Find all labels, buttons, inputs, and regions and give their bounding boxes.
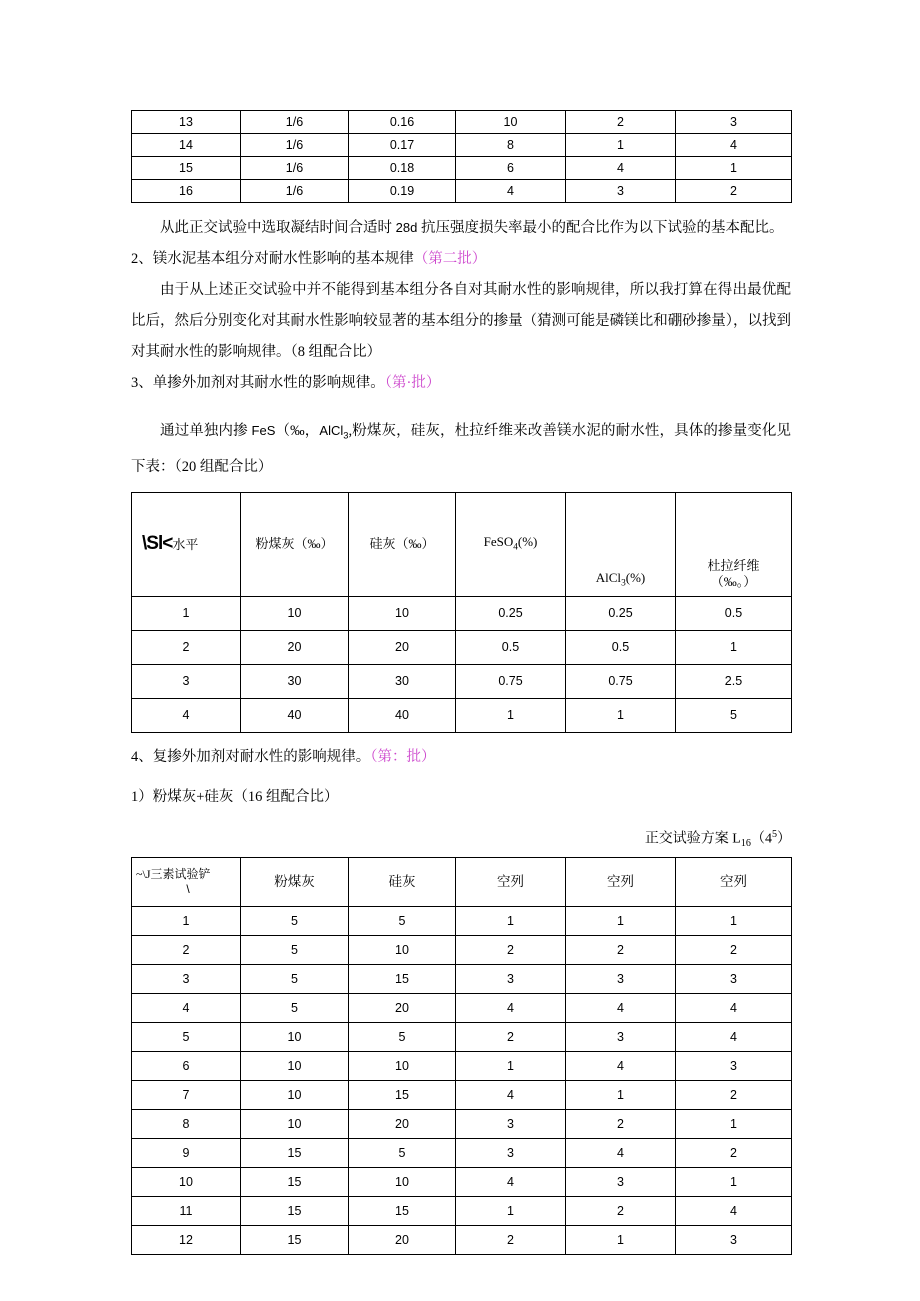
table-row <box>132 1168 792 1197</box>
header-corner-level <box>132 492 241 596</box>
cell: 15 <box>241 1168 349 1197</box>
table-single-admixture-dosage <box>131 492 792 733</box>
cell: 0.5 <box>676 596 792 630</box>
cell: 2 <box>566 111 676 134</box>
table-row <box>132 1052 792 1081</box>
caption-subscript: 16 <box>740 838 751 850</box>
header-silica-fume: 硅灰 <box>349 858 456 907</box>
cell: 3 <box>676 1052 792 1081</box>
p1-28d: 28d <box>395 220 418 235</box>
p3-alcl3-formula <box>319 423 349 441</box>
spacer <box>131 483 791 492</box>
feso4-base: FeSO <box>483 534 514 550</box>
cell: 0.75 <box>566 664 676 698</box>
table-row <box>132 157 792 180</box>
cell: 1 <box>566 1081 676 1110</box>
cell: 5 <box>132 1023 241 1052</box>
section-3-badge: （第·批） <box>384 375 441 391</box>
section-2-badge: （第二批） <box>413 251 487 267</box>
corner-level-label: 水平 <box>172 536 199 552</box>
cell: 0.5 <box>566 630 676 664</box>
cell: 5 <box>349 1023 456 1052</box>
cell: 4 <box>566 1052 676 1081</box>
cell: 2 <box>566 1110 676 1139</box>
cell: 1 <box>456 1052 566 1081</box>
cell: 4 <box>676 1023 792 1052</box>
cell: 1 <box>676 1110 792 1139</box>
page-content <box>131 110 791 1255</box>
table-orthogonal-design-L16 <box>131 857 792 1255</box>
alcl3-subscript: 3 <box>621 578 626 589</box>
cell: 2 <box>676 1139 792 1168</box>
cell: 3 <box>132 664 241 698</box>
cell: 15 <box>241 1226 349 1255</box>
cell: 7 <box>132 1081 241 1110</box>
spacer <box>131 733 791 742</box>
caption-end: ） <box>777 831 791 847</box>
cell: 13 <box>132 111 241 134</box>
table-row <box>132 596 792 630</box>
corner-line-2: \ <box>186 882 190 897</box>
section-2-title: 镁水泥基本组分对耐水性影响的基本规律 <box>152 251 414 267</box>
cell: 1 <box>566 698 676 732</box>
table-row <box>132 1197 792 1226</box>
p3-alcl3-base: AlCl <box>319 423 344 438</box>
cell: 1 <box>132 907 241 936</box>
cell: 5 <box>241 936 349 965</box>
cell: 8 <box>456 134 566 157</box>
header-dura-fiber <box>676 492 792 596</box>
cell: 3 <box>456 1139 566 1168</box>
p3-text-b: （‰， <box>275 423 320 439</box>
cell: 2 <box>132 630 241 664</box>
header-silica-fume: 硅灰（‰） <box>349 492 456 596</box>
cell: 5 <box>241 965 349 994</box>
table-row <box>132 664 792 698</box>
cell: 4 <box>456 994 566 1023</box>
cell: 3 <box>566 965 676 994</box>
cell: 3 <box>676 1226 792 1255</box>
cell: 4 <box>566 994 676 1023</box>
table-row <box>132 134 792 157</box>
caption-tail: （4 <box>750 831 772 847</box>
cell: 4 <box>456 1081 566 1110</box>
cell: 15 <box>349 1081 456 1110</box>
cell: 3 <box>132 965 241 994</box>
cell: 40 <box>349 698 456 732</box>
paragraph-section-3-body <box>131 415 791 483</box>
table-row <box>132 994 792 1023</box>
cell: 11 <box>132 1197 241 1226</box>
cell: 1 <box>456 1197 566 1226</box>
header-fly-ash: 粉煤灰 <box>241 858 349 907</box>
table-header-row <box>132 492 792 596</box>
cell: 4 <box>132 994 241 1023</box>
caption-sub <box>740 831 751 850</box>
cell: 1 <box>676 907 792 936</box>
heading-section-2 <box>131 244 791 275</box>
table-orthogonal-rows-13-16 <box>131 110 792 203</box>
cell: 10 <box>241 596 349 630</box>
table-row <box>132 1139 792 1168</box>
cell: 2 <box>566 1197 676 1226</box>
table-3-caption <box>131 822 791 857</box>
cell: 20 <box>349 1110 456 1139</box>
table-row <box>132 1023 792 1052</box>
header-empty-column-2: 空列 <box>566 858 676 907</box>
cell: 40 <box>241 698 349 732</box>
cell: 4 <box>566 1139 676 1168</box>
cell: 1 <box>456 907 566 936</box>
section-2-number: 2、 <box>131 251 153 267</box>
cell: 9 <box>132 1139 241 1168</box>
cell: 10 <box>349 1052 456 1081</box>
cell: 3 <box>676 111 792 134</box>
feso4-tail: (%) <box>517 534 538 550</box>
dura-fiber-line1: 杜拉纤维 <box>707 558 760 574</box>
section-3-number: 3、 <box>131 375 153 391</box>
cell: 2.5 <box>676 664 792 698</box>
cell: 3 <box>566 1168 676 1197</box>
cell: 0.19 <box>349 180 456 203</box>
cell: 1/6 <box>241 157 349 180</box>
cell: 4 <box>566 157 676 180</box>
cell: 2 <box>676 936 792 965</box>
cell: 0.5 <box>456 630 566 664</box>
header-empty-column-1: 空列 <box>456 858 566 907</box>
cell: 6 <box>132 1052 241 1081</box>
header-alcl3 <box>566 492 676 596</box>
cell: 5 <box>241 907 349 936</box>
cell: 0.25 <box>456 596 566 630</box>
header-corner-factors <box>132 858 241 907</box>
cell: 10 <box>241 1081 349 1110</box>
caption-text: 正交试验方案 L <box>644 831 741 847</box>
p3-fes-formula: FeS <box>251 423 276 438</box>
p1-text-a: 从此正交试验中选取凝结时间合适时 <box>160 220 396 236</box>
section-3-title: 单掺外加剂对其耐水性的影响规律。 <box>152 375 385 391</box>
p3-text-a: 通过单独内掺 <box>160 423 252 439</box>
cell: 20 <box>349 630 456 664</box>
cell: 1 <box>566 907 676 936</box>
cell: 2 <box>456 936 566 965</box>
table-row <box>132 698 792 732</box>
cell: 6 <box>456 157 566 180</box>
cell: 1 <box>566 134 676 157</box>
section-4-number: 4、 <box>131 748 153 765</box>
cell: 0.17 <box>349 134 456 157</box>
table-row <box>132 936 792 965</box>
p3-alcl3-subscript: 3 <box>343 430 349 441</box>
spacer <box>131 773 791 782</box>
table-row <box>132 1081 792 1110</box>
cell: 10 <box>132 1168 241 1197</box>
cell: 10 <box>349 936 456 965</box>
cell: 15 <box>241 1197 349 1226</box>
cell: 15 <box>349 965 456 994</box>
corner-line-1: ~\J三素试验铲 <box>136 867 211 882</box>
cell: 4 <box>676 134 792 157</box>
p1-text-b: 抗压强度损失率最小的配合比作为以下试验的基本配比。 <box>417 220 784 236</box>
cell: 5 <box>676 698 792 732</box>
cell: 0.18 <box>349 157 456 180</box>
table-row <box>132 907 792 936</box>
cell: 1 <box>456 698 566 732</box>
cell: 1/6 <box>241 111 349 134</box>
cell: 5 <box>241 994 349 1023</box>
cell: 2 <box>132 936 241 965</box>
cell: 4 <box>456 1168 566 1197</box>
cell: 2 <box>566 936 676 965</box>
cell: 5 <box>349 907 456 936</box>
cell: 1/6 <box>241 134 349 157</box>
table-header-row <box>132 858 792 907</box>
paragraph-section-2-body: 由于从上述正交试验中并不能得到基本组分各自对其耐水性的影响规律，所以我打算在得出最优配比后，然后分别变化对其耐水性影响较显著的基本组分的掺量（猜测可能是磷镁比和硼砂掺量），以找到对其耐水性的影响规律。（8 组配合比） <box>131 282 791 360</box>
header-empty-column-3: 空列 <box>676 858 792 907</box>
heading-section-4 <box>131 742 791 773</box>
cell: 10 <box>241 1110 349 1139</box>
paragraph-basic-mix-selection <box>131 212 791 244</box>
cell: 16 <box>132 180 241 203</box>
section-4-title: 复掺外加剂对耐水性的影响规律。 <box>152 748 371 765</box>
spacer <box>131 813 791 822</box>
cell: 1 <box>676 630 792 664</box>
cell: 1 <box>566 1226 676 1255</box>
subheading-section-4-1: 1）粉煤灰+硅灰（16 组配合比） <box>131 788 339 805</box>
cell: 10 <box>241 1023 349 1052</box>
cell: 0.25 <box>566 596 676 630</box>
caption-superscript: 5 <box>771 828 777 840</box>
cell: 3 <box>566 1023 676 1052</box>
heading-section-3 <box>131 368 791 399</box>
table-row <box>132 965 792 994</box>
p3-text-c: ,粉煤灰，硅灰，杜拉纤维来改善镁水泥的耐水性，具体的掺量变化见下表：（20 组配合比） <box>131 423 792 475</box>
cell: 20 <box>349 1226 456 1255</box>
cell: 10 <box>241 1052 349 1081</box>
cell: 2 <box>676 180 792 203</box>
alcl3-base: AlCl <box>595 569 622 585</box>
cell: 10 <box>349 596 456 630</box>
corner-garble-glyphs: \Sl< <box>142 532 173 554</box>
cell: 1/6 <box>241 180 349 203</box>
table-row <box>132 180 792 203</box>
cell: 3 <box>456 965 566 994</box>
table-row <box>132 630 792 664</box>
cell: 4 <box>456 180 566 203</box>
cell: 8 <box>132 1110 241 1139</box>
cell: 4 <box>676 1197 792 1226</box>
cell: 30 <box>241 664 349 698</box>
cell: 3 <box>566 180 676 203</box>
cell: 4 <box>676 994 792 1023</box>
cell: 12 <box>132 1226 241 1255</box>
cell: 4 <box>132 698 241 732</box>
cell: 2 <box>456 1023 566 1052</box>
feso4-subscript: 4 <box>513 542 518 553</box>
header-feso4 <box>456 492 566 596</box>
table-row <box>132 1226 792 1255</box>
section-4-badge: （第：批） <box>370 748 436 765</box>
cell: 3 <box>456 1110 566 1139</box>
alcl3-tail: (%) <box>625 569 646 585</box>
cell: 1 <box>676 1168 792 1197</box>
cell: 10 <box>456 111 566 134</box>
cell: 1 <box>132 596 241 630</box>
cell: 15 <box>349 1197 456 1226</box>
spacer <box>131 399 791 415</box>
cell: 14 <box>132 134 241 157</box>
cell: 15 <box>132 157 241 180</box>
cell: 5 <box>349 1139 456 1168</box>
cell: 1 <box>676 157 792 180</box>
table-row <box>132 1110 792 1139</box>
cell: 30 <box>349 664 456 698</box>
cell: 2 <box>676 1081 792 1110</box>
cell: 20 <box>349 994 456 1023</box>
cell: 0.16 <box>349 111 456 134</box>
cell: 20 <box>241 630 349 664</box>
header-fly-ash: 粉煤灰（‰） <box>241 492 349 596</box>
cell: 0.75 <box>456 664 566 698</box>
cell: 10 <box>349 1168 456 1197</box>
spacer <box>131 203 791 212</box>
cell: 2 <box>456 1226 566 1255</box>
cell: 3 <box>676 965 792 994</box>
table-row <box>132 111 792 134</box>
dura-fiber-line2: （‰。） <box>710 574 757 589</box>
cell: 15 <box>241 1139 349 1168</box>
